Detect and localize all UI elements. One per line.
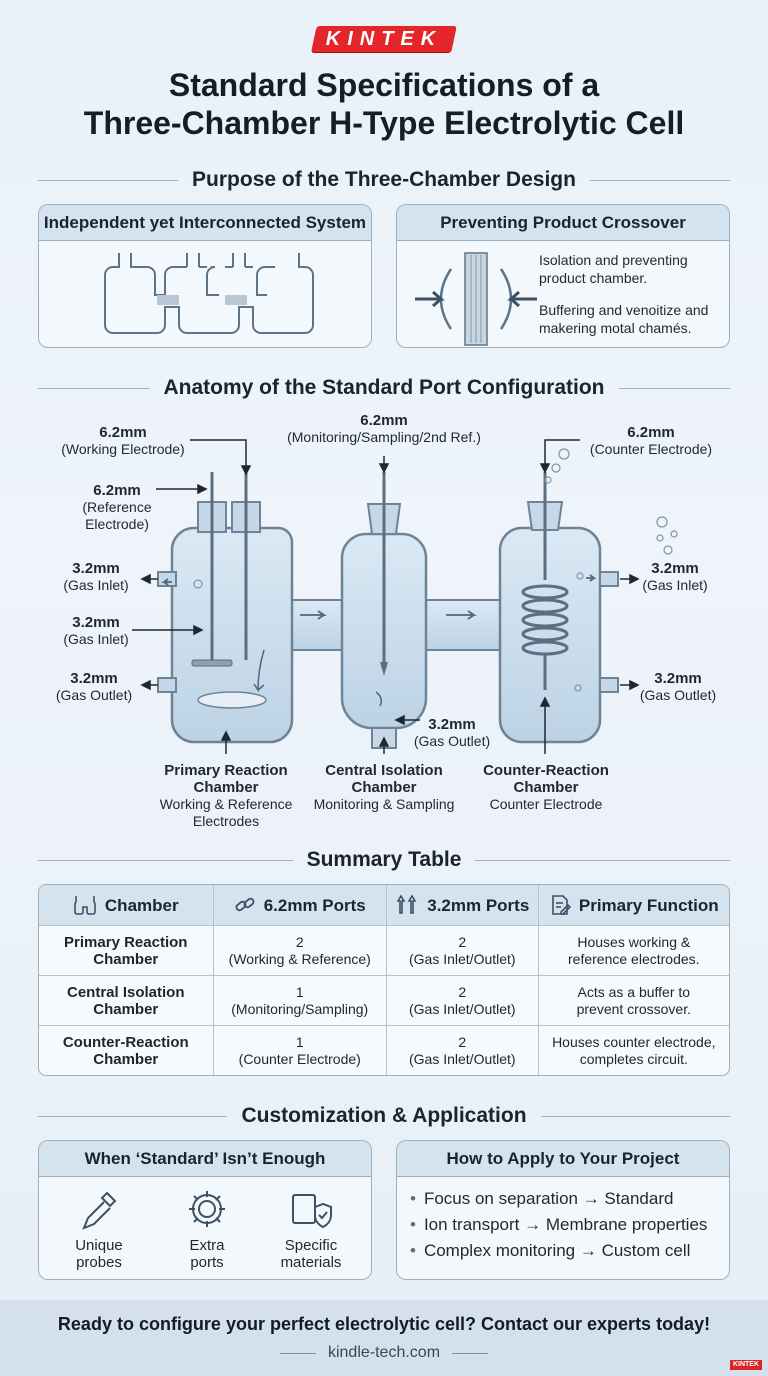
label-right-gas-outlet: 3.2mm (Gas Outlet) [639,670,717,703]
summary-table [38,884,730,1076]
purpose-heading: Purpose of the Three-Chamber Design [38,166,730,194]
footer-cta: Ready to configure your perfect electrolytic cell? Contact our experts today! [57,1314,711,1334]
label-counter-electrode: 6.2mm (Counter Electrode) [589,424,713,457]
crossover-note-1: Isolation and preventing product chamber. [539,252,688,286]
footer-bar [0,1300,768,1376]
label-center-gas-outlet: 3.2mm (Gas Outlet) [413,716,491,749]
apply-panel-title: How to Apply to Your Project [397,1141,729,1177]
page-title-line1: Standard Specifications of a [168,67,600,103]
crossover-panel-title: Preventing Product Crossover [397,205,729,241]
standard-panel [38,1140,372,1280]
list-item: • Complex monitoring → Custom cell [410,1238,707,1264]
column-32mm-ports: 3.2mm Ports [386,885,538,925]
apply-list [410,1186,707,1264]
caption-counter-chamber: Counter-Reaction Chamber Counter Electrode [483,762,609,812]
table-row: Counter-Reaction Chamber 1 (Counter Electrode) 2 (Gas Inlet/Outlet) Houses counter electrode, completes circuit. [39,1025,729,1075]
site-link[interactable]: kindle-tech.com [327,1344,441,1361]
counter-chamber-glass [500,528,600,742]
table-row: Central Isolation Chamber 1 (Monitoring/Sampling) 2 (Gas Inlet/Outlet) Acts as a buffer to prevent crossover. [39,975,729,1025]
label-reference-electrode: 6.2mm (Reference Electrode) [82,482,152,532]
system-panel-title: Independent yet Interconnected System [39,205,371,241]
column-primary-function: Primary Function [538,885,729,925]
interconnected-chambers-icon [39,241,372,348]
list-item: • Focus on separation → Standard [410,1186,707,1212]
custom-item-ports: Extra ports [189,1237,225,1271]
anatomy-heading: Anatomy of the Standard Port Configuration [38,374,730,402]
caption-primary-chamber: Primary Reaction Chamber Working & Reference Electrodes [159,762,293,829]
system-panel [38,204,372,348]
column-62mm-ports: 6.2mm Ports [213,885,387,925]
label-monitoring-port: 6.2mm (Monitoring/Sampling/2nd Ref.) [287,412,481,445]
column-chamber: Chamber [39,885,213,925]
footer-site [0,1344,768,1362]
brand-badge: KINTEK [730,1360,762,1370]
brand-logo-text: KINTEK [325,28,443,50]
customization-heading: Customization & Application [38,1102,730,1130]
label-right-gas-inlet: 3.2mm (Gas Inlet) [642,560,708,593]
primary-chamber-glass [172,528,292,742]
crossover-note-2: Buffering and venoitize and makering motal chamés. [539,302,709,336]
membrane-barrier-icon [411,249,541,348]
table-header-row [39,885,729,925]
label-working-electrode: 6.2mm (Working Electrode) [61,424,185,457]
caption-central-chamber: Central Isolation Chamber Monitoring & Sampling [313,762,455,812]
custom-item-materials: Specific materials [280,1237,342,1271]
table-row: Primary Reaction Chamber 2 (Working & Reference) 2 (Gas Inlet/Outlet) Houses working & reference electrodes. [39,925,729,975]
crossover-panel [396,204,730,348]
label-left-gas-inlet-2: 3.2mm (Gas Inlet) [63,614,129,647]
link-icon [234,894,256,916]
list-item: • Ion transport → Membrane properties [410,1212,707,1238]
standard-panel-title: When ‘Standard’ Isn’t Enough [39,1141,371,1177]
label-left-gas-outlet: 3.2mm (Gas Outlet) [55,670,133,703]
shield-icon [289,1187,333,1231]
custom-item-probes: Unique probes [75,1237,123,1271]
flask-icon [73,894,97,916]
document-edit-icon [549,894,571,916]
page-title-line2: Three-Chamber H-Type Electrolytic Cell [83,105,685,141]
gear-icon [185,1187,229,1231]
label-left-gas-inlet-1: 3.2mm (Gas Inlet) [63,560,129,593]
summary-heading: Summary Table [38,846,730,874]
dropper-icon [79,1189,119,1233]
ports-icon [395,894,419,916]
